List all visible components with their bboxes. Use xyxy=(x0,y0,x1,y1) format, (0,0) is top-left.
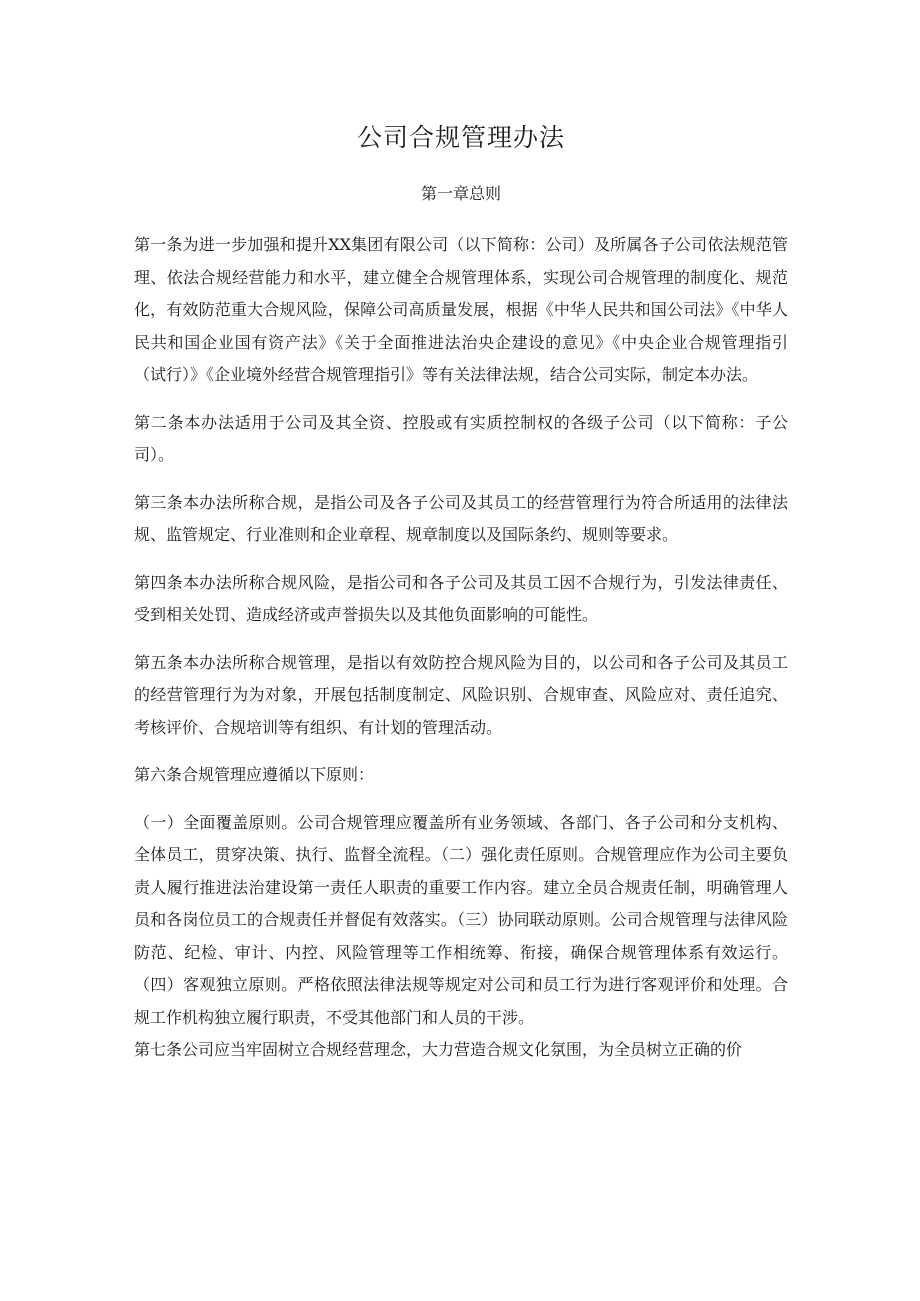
article-3: 第三条本办法所称合规，是指公司及各子公司及其员工的经营管理行为符合所适用的法律法规、监管规定、行业准则和企业章程、规章制度以及国际条约、规则等要求。 xyxy=(134,492,788,544)
article-4: 第四条本办法所称合规风险，是指公司和各子公司及其员工因不合规行为，引发法律责任、受到相关处罚、造成经济或声誉损失以及其他负面影响的可能性。 xyxy=(134,572,788,624)
document-title: 公司合规管理办法 xyxy=(356,123,565,152)
article-6: 第六条合规管理应遵循以下原则： xyxy=(134,765,375,784)
article-2: 第二条本办法适用于公司及其全资、控股或有实质控制权的各级子公司（以下简称：子公司）。 xyxy=(134,412,788,464)
article-1: 第一条为进一步加强和提升XX集团有限公司（以下简称：公司）及所属各子公司依法规范管理、依法合规经营能力和水平，建立健全合规管理体系，实现公司合规管理的制度化、规范化，有效防范重大合规风险，保障公司高质量发展，根据《中华人民共和国公司法》《中华人民共和国企业国有资产法》《关于全面推进法治央企建设的意见》《中央企业合规管理指引（试行）》《企业境外经营合规管理指引》等有关法律法规，结合公司实际，制定本办法。 xyxy=(134,235,788,384)
article-5: 第五条本办法所称合规管理，是指以有效防控合规风险为目的，以公司和各子公司及其员工的经营管理行为为对象，开展包括制度制定、风险识别、合规审查、风险应对、责任追究、考核评价、合规培训等有组织、有计划的管理活动。 xyxy=(134,652,788,737)
article-6-principles: （一）全面覆盖原则。公司合规管理应覆盖所有业务领域、各部门、各子公司和分支机构、全体员工，贯穿决策、执行、监督全流程。（二）强化责任原则。合规管理应作为公司主要负责人履行推进法治建设第一责任人职责的重要工作内容。建立全员合规责任制，明确管理人员和各岗位员工的合规责任并督促有效落实。（三）协同联动原则。公司合规管理与法律风险防范、纪检、审计、内控、风险管理等工作相统筹、衔接，确保合规管理体系有效运行。（四）客观独立原则。严格依照法律法规等规定对公司和员工行为进行客观评价和处理。合规工作机构独立履行职责，不受其他部门和人员的干涉。 xyxy=(134,812,788,1027)
article-7: 第七条公司应当牢固树立合规经营理念，大力营造合规文化氛围，为全员树立正确的价 xyxy=(134,1040,743,1059)
chapter-heading: 第一章总则 xyxy=(420,184,501,203)
